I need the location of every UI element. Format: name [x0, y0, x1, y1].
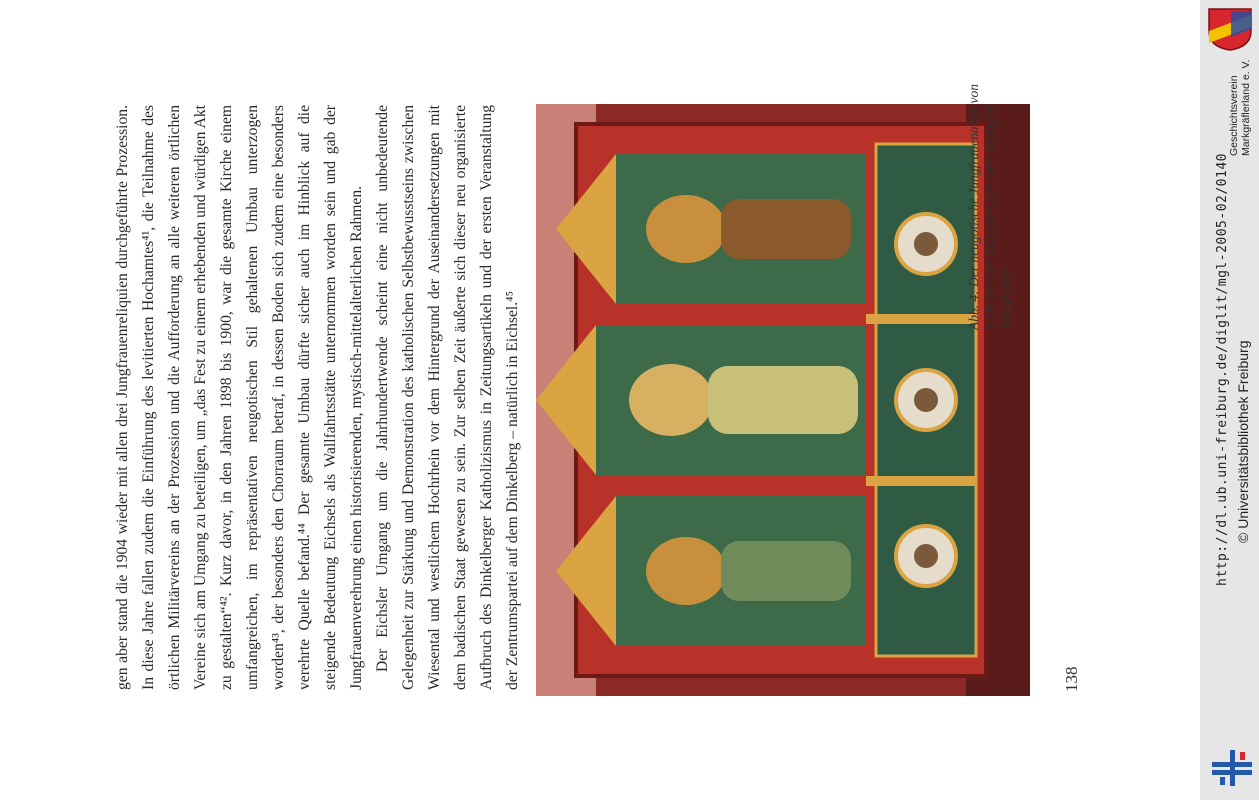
- page-number: 138: [1062, 666, 1081, 692]
- altar-photograph: [536, 104, 1030, 696]
- source-url[interactable]: http://dl.ub.uni-freiburg.de/diglit/mgl-2005-02/0140: [1215, 153, 1230, 586]
- society-name-line2: Markgräflerland e. V.: [1240, 59, 1252, 156]
- society-name-line1: Geschichtsverein: [1228, 75, 1240, 156]
- society-crest-icon: [1207, 7, 1253, 51]
- figure-caption: Abb. 4: Der neugotische Jungfrauenaltar von 1900 mit den Reliquien der Drei Heiligen Jungfrauen: [966, 84, 1013, 330]
- paragraph-1: gen aber stand die 1904 wieder mit allen drei Jungfrauenreliquien durchgeführte Prozession. In diese Jahre fallen zudem die Einführung des levitierten Hochamtes⁴¹, die Teilnahme des örtlichen Militärvereins an der Prozession und die Aufforderung an alle weiteren örtlichen Vereine sich am Umgang zu beteiligen, um „das Fest zu einem erhebenden und würdigen Akt zu gestalten“⁴². Kurz davor, in den Jahren 1898 bis 1900, war die gesamte Kirche einem umfangreichen, im repräsentativen neugotischen Stil gehaltenen Umbau unterzogen worden⁴³, der besonders den Chorraum betraf, in dessen Boden sich zudem eine besonders verehrte Quelle befand.⁴⁴ Der gesamte Umbau dürfte sicher auch im Hinblick auf die steigende Bedeutung Eichsels als Wallfahrtsstätte unternommen worden sein und gab der Jungfrauenverehrung einen historisierenden, mystisch-mittelalterlichen Rahmen.: [114, 105, 365, 690]
- body-text: [110, 105, 526, 690]
- copyright-notice: © Universitätsbibliothek Freiburg: [1235, 340, 1251, 543]
- university-library-logo-icon: [1210, 748, 1254, 788]
- paragraph-2: Der Eichsler Umgang um die Jahrhundertwende scheint eine nicht unbedeutende Gelegenheit zur Stärkung und Demonstration des katholischen Selbstbewusstseins zwischen Wiesental und westlichem Hochrhein vor dem Hintergrund der Auseinandersetzungen mit dem badischen Staat gewesen zu sein. Zur selben Zeit äußerte sich dieser neu organisierte Aufbruch des Dinkelberger Katholizismus in Zeitungsartikeln und der ersten Veranstaltung der Zentrumspartei auf dem Dinkelberg – natürlich in Eichsel.⁴⁵: [374, 105, 521, 690]
- altar-image: [536, 104, 1030, 696]
